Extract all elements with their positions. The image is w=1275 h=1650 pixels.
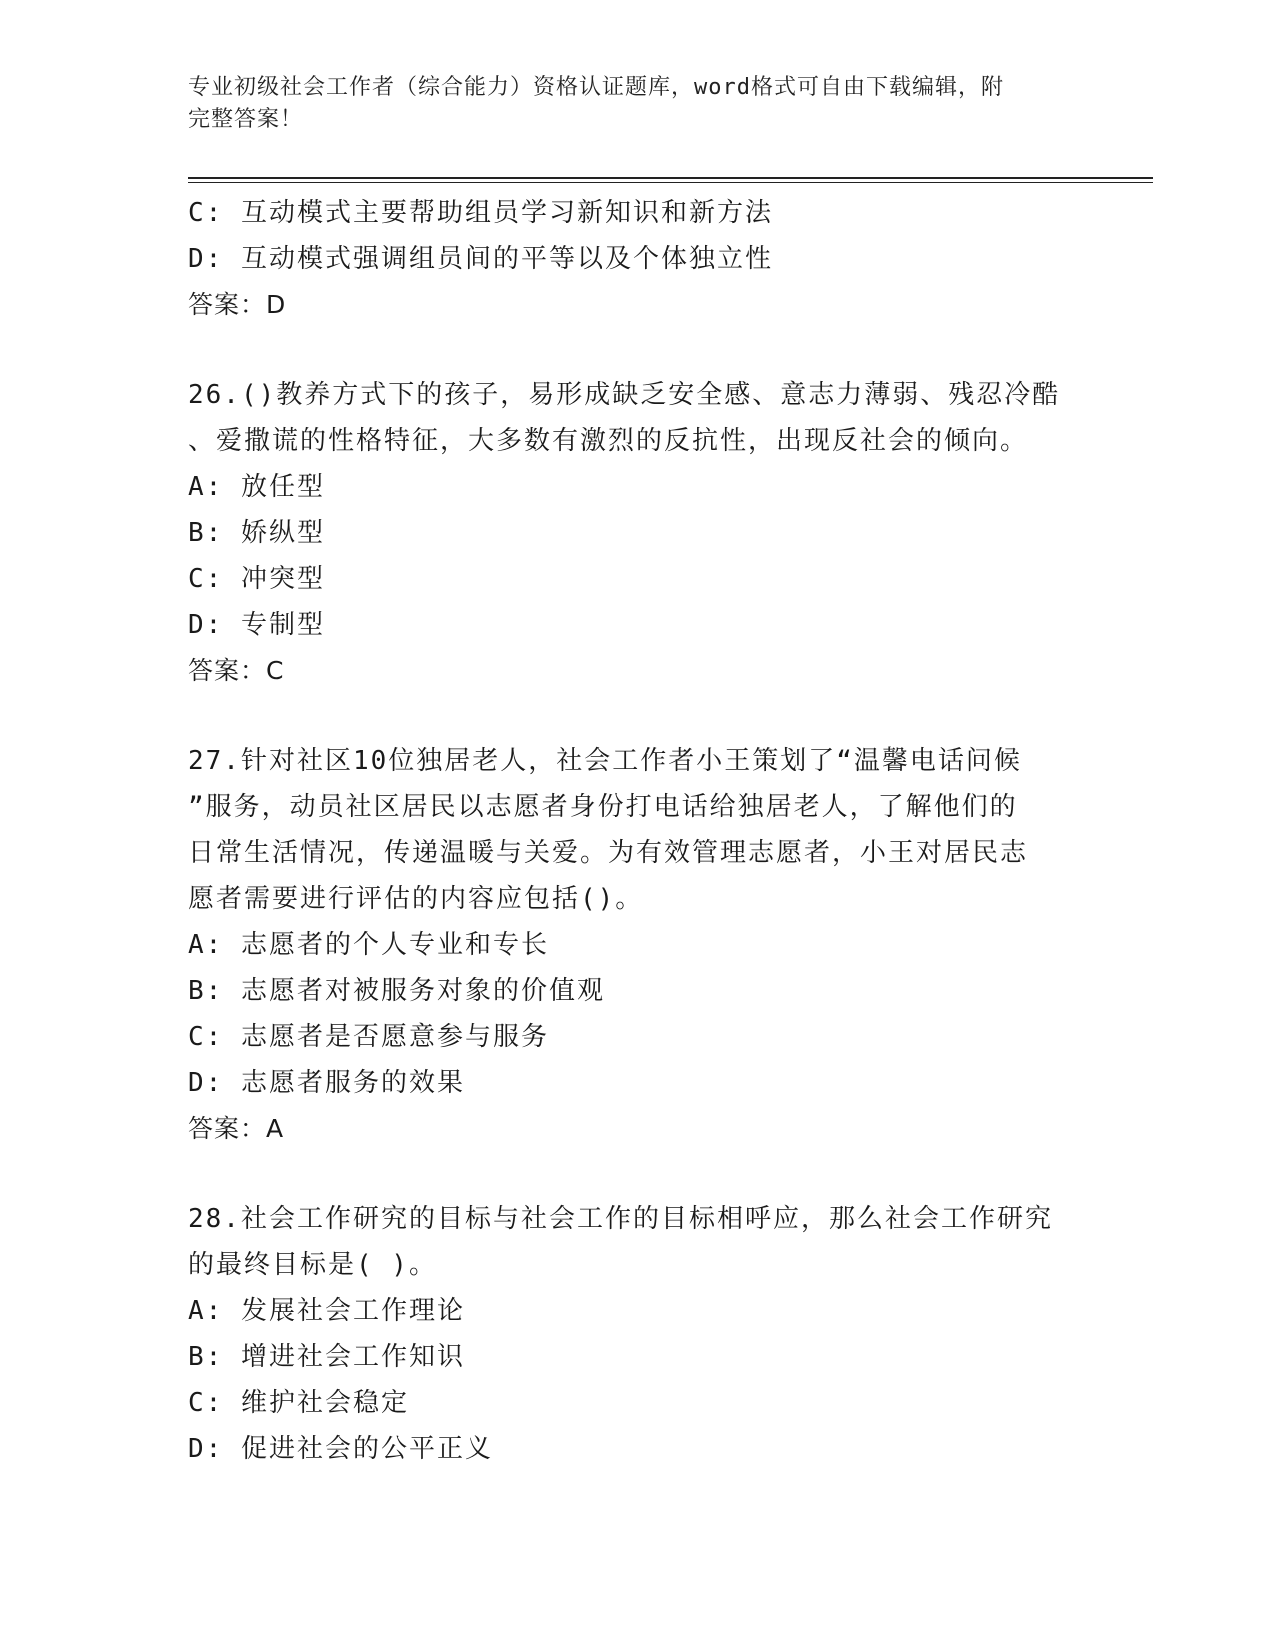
option-c: C: 志愿者是否愿意参与服务	[188, 1022, 549, 1052]
question-stem-line: 愿者需要进行评估的内容应包括()。	[188, 884, 644, 914]
option-c: C: 维护社会稳定	[188, 1388, 409, 1418]
question-stem-line: 26.()教养方式下的孩子，易形成缺乏安全感、意志力薄弱、残忍冷酷	[188, 380, 1061, 410]
header-line-1: 专业初级社会工作者（综合能力）资格认证题库，word格式可自由下载编辑，附	[188, 75, 1004, 100]
header-line-2: 完整答案！	[188, 107, 304, 132]
spacer	[188, 1152, 1088, 1196]
question-27	[188, 738, 1088, 1152]
option-a: A: 发展社会工作理论	[188, 1296, 465, 1326]
option-c: C: 冲突型	[188, 564, 325, 594]
question-28	[188, 1196, 1088, 1472]
question-26	[188, 372, 1088, 694]
option-b: B: 志愿者对被服务对象的价值观	[188, 976, 605, 1006]
document-header	[188, 72, 1088, 136]
question-stem-line: 日常生活情况，传递温暖与关爱。为有效管理志愿者，小王对居民志	[188, 838, 1029, 868]
option-b: B: 娇纵型	[188, 518, 325, 548]
option-a: A: 志愿者的个人专业和专长	[188, 930, 549, 960]
question-stem-line: 27.针对社区10位独居老人，社会工作者小王策划了“温馨电话问候	[188, 746, 1022, 776]
question-list	[188, 190, 1088, 1472]
question-stem-line: 、爱撒谎的性格特征，大多数有激烈的反抗性，出现反社会的倾向。	[188, 426, 1029, 456]
question-stem-line: ”服务，动员社区居民以志愿者身份打电话给独居老人，了解他们的	[188, 792, 1018, 822]
answer-line: 答案：C	[188, 656, 285, 685]
spacer	[188, 328, 1088, 372]
option-a: A: 放任型	[188, 472, 325, 502]
option-d: D: 互动模式强调组员间的平等以及个体独立性	[188, 244, 773, 274]
option-b: B: 增进社会工作知识	[188, 1342, 465, 1372]
option-d: D: 志愿者服务的效果	[188, 1068, 465, 1098]
question-stem-line: 28.社会工作研究的目标与社会工作的目标相呼应，那么社会工作研究	[188, 1204, 1053, 1234]
header-divider-thin	[188, 182, 1153, 183]
option-d: D: 专制型	[188, 610, 325, 640]
answer-line: 答案：A	[188, 1114, 285, 1143]
option-c: C: 互动模式主要帮助组员学习新知识和新方法	[188, 198, 773, 228]
header-divider-thick	[188, 177, 1153, 179]
spacer	[188, 694, 1088, 738]
question-stem-line: 的最终目标是( )。	[188, 1250, 437, 1280]
answer-line: 答案：D	[188, 290, 287, 319]
option-d: D: 促进社会的公平正义	[188, 1434, 493, 1464]
question-25-tail	[188, 190, 1088, 328]
